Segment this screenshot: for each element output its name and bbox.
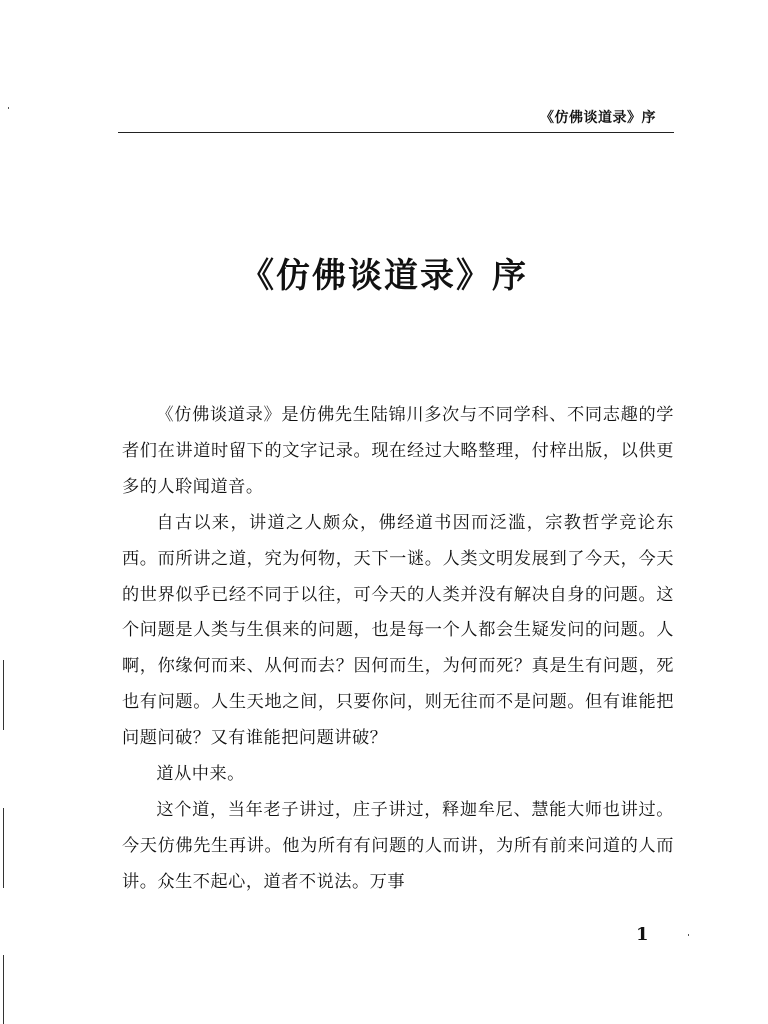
scan-mark-2 [3, 808, 4, 888]
scan-mark-3 [3, 955, 4, 1024]
header-rule [118, 132, 674, 133]
page-number: 1 [636, 924, 649, 945]
scan-mark-1 [3, 660, 4, 730]
paragraph-3: 道从中来。 [156, 764, 245, 785]
running-header: 《仿佛谈道录》序 [540, 110, 656, 126]
paragraph-2: 自古以来，讲道之人颇众，佛经道书因而泛滥，宗教哲学竞论东西。而所讲之道，究为何物，天下一谜。人类文明发展到了今天，今天的世界似乎已经不同于以往，可今天的人类并没有解决自身的问题。这个问题是人类与生俱来的问题，也是每一个人都会生疑发问的问题。人啊，你缘何而来、从何而去？因何而生，为何而死？真是生有问题，死也有问题。人生天地之间，只要你问，则无往而不是问题。但有谁能把问题问破？又有谁能把问题讲破？ [122, 512, 674, 749]
chapter-title: 《仿佛谈道录》序 [240, 256, 528, 296]
paragraph-4: 这个道，当年老子讲过，庄子讲过，释迦牟尼、慧能大师也讲过。今天仿佛先生再讲。他为所有有问题的人而讲，为所有前来问道的人而讲。众生不起心，道者不说法。万事 [122, 799, 674, 892]
scan-dot-1 [8, 107, 9, 109]
scan-dot-2 [688, 934, 689, 936]
body-text [122, 398, 674, 901]
paragraph-1: 《仿佛谈道录》是仿佛先生陆锦川多次与不同学科、不同志趣的学者们在讲道时留下的文字记录。现在经过大略整理，付梓出版，以供更多的人聆闻道音。 [122, 405, 674, 497]
